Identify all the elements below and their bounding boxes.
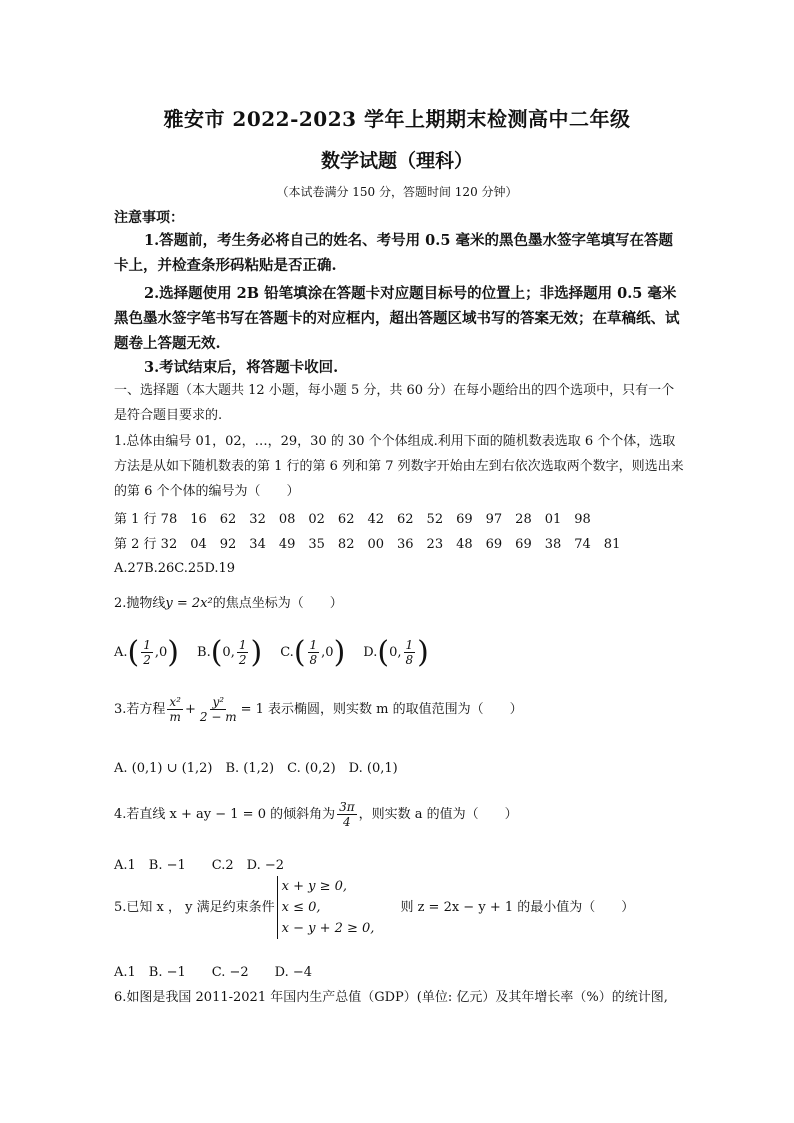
question-5-options: A.1 B. −1 C. −2 D. −4 — [114, 965, 313, 980]
q2-c-num: 1 — [309, 638, 318, 652]
q2-a-tail: ,0 — [154, 645, 168, 660]
q2-option-a-label: A. — [114, 645, 128, 660]
question-4 — [114, 800, 684, 829]
q2-b-tail: 0, — [222, 645, 235, 660]
question-5 — [114, 876, 684, 939]
q2-a-num: 1 — [143, 638, 151, 652]
q2-option-a-frac — [141, 638, 153, 667]
question-3: 3.若方程 $\frac{\text{x²}}{m}$ + $\frac{\text{y²}}{2 - m}$ = 1 表示椭圆，则实数 m 的取值范围为（ ） — [114, 695, 523, 724]
random-table-row-2: 第 2 行 32 04 92 34 49 35 82 00 36 23 48 69 69 38 74 81 — [114, 537, 621, 552]
question-2-options — [114, 635, 684, 670]
q3-frac1-num: x² — [169, 695, 181, 709]
q2-prefix: 2.抛物线 — [114, 596, 166, 611]
q2-option-d-frac — [404, 638, 416, 667]
q5-constraint-2: x ≤ 0, — [281, 900, 321, 915]
q2-c-tail: ,0 — [321, 645, 334, 660]
q2-option-c: C.( $\frac{1}{8}$ ,0) — [280, 635, 346, 670]
q3-frac2-num: y² — [212, 695, 225, 709]
q5-prefix: 5.已知 x ， y 满足约束条件 — [114, 900, 275, 915]
exam-meta: （本试卷满分 150 分，答题时间 120 分钟） — [276, 185, 518, 199]
q2-option-b-frac — [237, 638, 249, 667]
notice-heading: 注意事项： — [114, 210, 184, 226]
q2-option-b: B.(0, $\frac{1}{2}$ ) — [197, 635, 263, 670]
q4-prefix: 4.若直线 x + ay − 1 = 0 的倾斜角为 — [114, 807, 336, 822]
q2-b-den: 2 — [238, 653, 247, 667]
q3-frac-1 — [167, 695, 183, 724]
q3-prefix: 3.若方程 — [114, 702, 166, 717]
q2-d-tail: 0, — [389, 645, 402, 660]
q2-c-den: 8 — [309, 653, 318, 667]
question-1-options: A.27B.26C.25D.19 — [114, 561, 236, 576]
q2-a-den: 2 — [143, 653, 151, 667]
q2-option-b-label: B. — [197, 645, 211, 660]
q5-constraint-3: x − y + 2 ≥ 0, — [281, 921, 375, 936]
question-2 — [114, 591, 684, 616]
q4-frac — [337, 800, 357, 829]
q4-frac-num: 3π — [339, 800, 355, 814]
q2-option-a: A.( $\frac{1}{2}$ ,0) — [114, 635, 180, 670]
q2-option-d-label: D. — [363, 645, 378, 660]
notice-item-3: 3.考试结束后，将答题卡收回. — [144, 359, 339, 376]
q3-frac2-den: 2 − m — [199, 710, 237, 724]
q2-option-c-frac — [308, 638, 320, 667]
notice-item-2: 2.选择题使用 2B 铅笔填涂在答题卡对应题目标号的位置上；非选择题用 0.5 毫米黑色墨水签字笔书写在答题卡的对应框内，超出答题区域书写的答案无效；在草稿纸、试题卷上答题无效. — [114, 285, 680, 352]
exam-title: 雅安市 2022-2023 学年上期期末检测高中二年级 — [163, 107, 631, 131]
random-table-row-1: 第 1 行 78 16 62 32 08 02 62 42 62 52 69 97 28 01 98 — [114, 512, 591, 527]
question-3-options: A. (0,1) ∪ (1,2) B. (1,2) C. (0,2) D. (0,1) — [114, 761, 398, 776]
q2-d-den: 8 — [405, 653, 414, 667]
q2-d-num: 1 — [405, 638, 414, 652]
q5-suffix: 则 z = 2x − y + 1 的最小值为（ ） — [400, 900, 635, 915]
exam-subtitle: 数学试题（理科） — [320, 150, 473, 172]
q3-suffix: = 1 表示椭圆，则实数 m 的取值范围为（ ） — [240, 702, 523, 717]
question-6: 6.如图是我国 2011-2021 年国内生产总值（GDP）(单位: 亿元）及其年增长率（%）的统计图, — [114, 990, 668, 1005]
q4-frac-den: 4 — [343, 815, 351, 829]
q5-constraint-1: x + y ≥ 0, — [281, 879, 348, 894]
q3-frac1-den: m — [169, 710, 181, 724]
q4-suffix: ，则实数 a 的值为（ ） — [358, 807, 518, 822]
question-4-options: A.1 B. −1 C.2 D. −2 — [114, 858, 285, 873]
notice-item-1: 1.答题前，考生务必将自己的姓名、考号用 0.5 毫米的黑色墨水签字笔填写在答题卡上，并检查条形码粘贴是否正确. — [114, 232, 673, 274]
section-1-heading: 一、选择题（本大题共 12 小题，每小题 5 分，共 60 分）在每小题给出的四个选项中，只有一个是符合题目要求的. — [114, 383, 675, 423]
q2-b-num: 1 — [238, 638, 247, 652]
q2-option-d: D.(0, $\frac{1}{8}$ ) — [363, 635, 429, 670]
q2-option-c-label: C. — [280, 645, 294, 660]
q2-suffix: 的焦点坐标为（ ） — [212, 596, 343, 611]
q5-constraint-system — [277, 876, 375, 939]
question-1: 1.总体由编号 01，02，…，29，30 的 30 个个体组成.利用下面的随机数表选取 6 个个体，选取方法是从如下随机数表的第 1 行的第 6 列和第 7 列数字开始由左到右依次选取两个数字，则选出来的第 6 个个体的编号为（ ） — [114, 434, 684, 499]
q3-frac-2 — [198, 695, 239, 724]
q2-expr: y = 2x² — [165, 596, 213, 611]
